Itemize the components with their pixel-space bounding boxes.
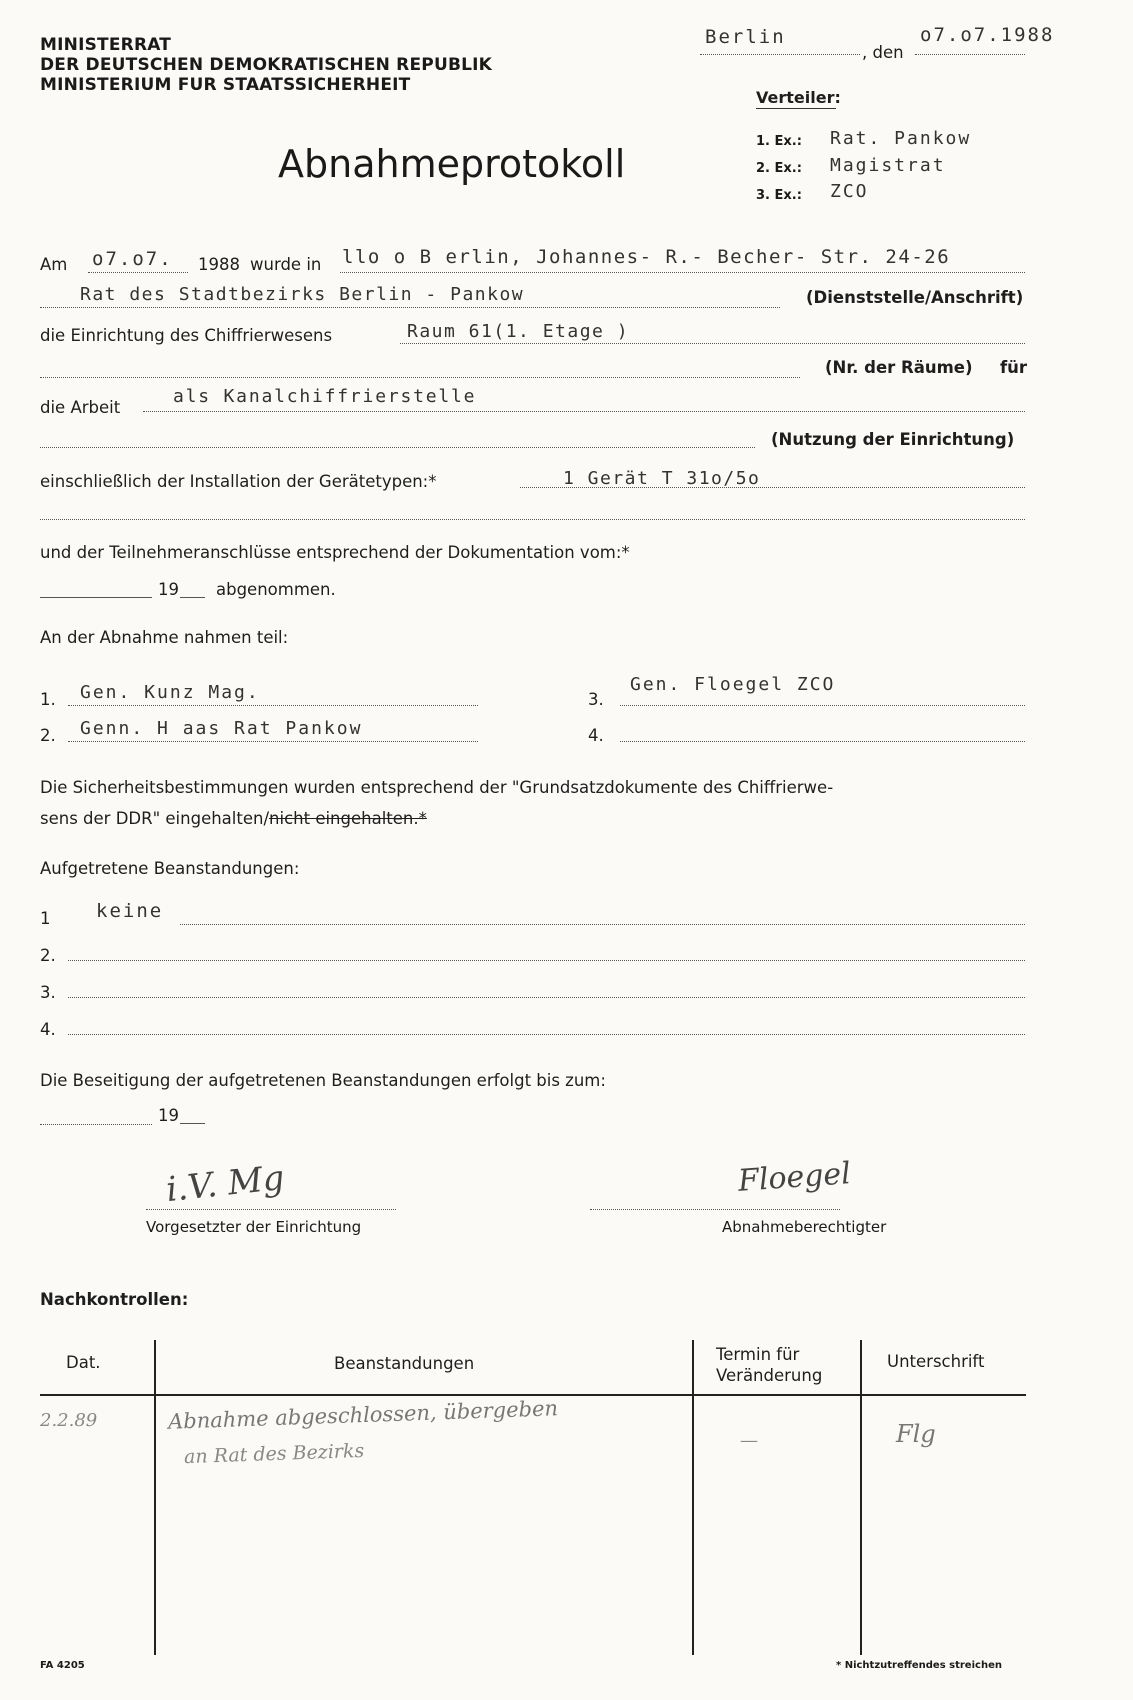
table-row-unterschrift: Flg xyxy=(896,1420,936,1448)
table-row-dat: 2.2.89 xyxy=(40,1410,98,1431)
den-label: , den xyxy=(862,43,904,62)
einrichtung-value: Raum 61(1. Etage ) xyxy=(407,321,630,342)
table-header-rule xyxy=(40,1394,1026,1396)
right-signature-label: Abnahmeberechtigter xyxy=(722,1218,887,1236)
right-signature-line xyxy=(590,1209,840,1210)
table-header-unterschrift: Unterschrift xyxy=(887,1352,985,1371)
participant-value-2: Genn. H aas Rat Pankow xyxy=(80,718,363,739)
dienststelle-line xyxy=(40,307,780,308)
beanstandung-num-3: 3. xyxy=(40,983,56,1002)
form-number: FA 4205 xyxy=(40,1660,85,1671)
table-header-termin: Termin für Veränderung xyxy=(716,1345,823,1385)
table-row-termin: — xyxy=(740,1430,758,1451)
table-row-beanstandungen-2: an Rat des Bezirks xyxy=(183,1439,365,1469)
beseitigung-year: 19 xyxy=(158,1106,179,1125)
verteiler-underline xyxy=(756,108,836,109)
install-line-2 xyxy=(40,519,1025,520)
nutzung-label: (Nutzung der Einrichtung) xyxy=(771,430,1015,449)
date-value: o7.o7.1988 xyxy=(920,24,1055,46)
am-date-line xyxy=(88,272,188,273)
table-divider-1 xyxy=(154,1340,156,1655)
table-divider-2 xyxy=(692,1340,694,1655)
beanstandungen-label: Aufgetretene Beanstandungen: xyxy=(40,859,300,878)
header-line-1: MINISTERRAT xyxy=(40,35,172,55)
participant-line-4 xyxy=(620,741,1025,742)
beseitigung-date-line xyxy=(40,1124,152,1125)
beanstandung-num-2: 2. xyxy=(40,946,56,965)
participant-num-2: 2. xyxy=(40,726,56,745)
sicherheit-line-2-b: nicht eingehalten.* xyxy=(269,809,427,828)
participant-value-1: Gen. Kunz Mag. xyxy=(80,682,260,703)
table-row-beanstandungen: Abnahme abgeschlossen, übergeben xyxy=(167,1396,559,1434)
header-line-3: MINISTERIUM FUR STAATSSICHERHEIT xyxy=(40,75,411,95)
beanstandung-line-2 xyxy=(68,960,1025,961)
participant-num-3: 3. xyxy=(588,690,604,709)
fuer-label: für xyxy=(1000,358,1028,377)
left-signature-label: Vorgesetzter der Einrichtung xyxy=(146,1218,362,1236)
arbeit-value: als Kanalchiffrierstelle xyxy=(173,386,477,407)
am-date: o7.o7. xyxy=(92,248,173,270)
einrichtung-label: die Einrichtung des Chiffrierwesens xyxy=(40,326,333,345)
raeume-line xyxy=(40,377,800,378)
date-line xyxy=(915,54,1025,55)
verteiler-value-1: Rat. Pankow xyxy=(830,128,972,149)
install-value: 1 Gerät T 31o/5o xyxy=(563,468,761,489)
teilnehmer-date-line xyxy=(40,597,152,598)
teilnehmer-year-line xyxy=(180,597,205,598)
footnote: * Nichtzutreffendes streichen xyxy=(836,1660,1002,1671)
participant-line-3 xyxy=(620,705,1025,706)
am-label: Am xyxy=(40,255,68,274)
verteiler-num-3: 3. Ex.: xyxy=(756,188,802,203)
address-value: llo o B erlin, Johannes- R.- Becher- Str. 24-26 xyxy=(342,246,951,268)
participant-line-2 xyxy=(68,741,478,742)
participant-value-3: Gen. Floegel ZCO xyxy=(630,674,836,695)
beanstandung-line-3 xyxy=(68,997,1025,998)
am-year: 1988 xyxy=(198,255,240,274)
verteiler-num-1: 1. Ex.: xyxy=(756,134,802,149)
beanstandung-value-1: keine xyxy=(96,900,164,922)
participant-line-1 xyxy=(68,705,478,706)
beanstandung-num-4: 4. xyxy=(40,1020,56,1039)
place-line xyxy=(700,54,860,55)
beseitigung-year-line xyxy=(180,1123,205,1124)
teilnehmer-year: 19 xyxy=(158,580,179,599)
verteiler-label: Verteiler: xyxy=(756,88,841,107)
address-line xyxy=(340,272,1025,273)
participants-label: An der Abnahme nahmen teil: xyxy=(40,628,289,647)
table-header-dat: Dat. xyxy=(66,1353,101,1372)
beanstandung-num-1: 1 xyxy=(40,909,51,928)
install-label: einschließlich der Installation der Gerätetypen:* xyxy=(40,472,437,491)
dienststelle-label: (Dienststelle/Anschrift) xyxy=(806,288,1024,307)
participant-num-4: 4. xyxy=(588,726,604,745)
table-header-beanstandungen: Beanstandungen xyxy=(334,1354,475,1373)
raeume-label: (Nr. der Räume) xyxy=(825,358,973,377)
teilnehmer-label: und der Teilnehmeranschlüsse entsprechend der Dokumentation vom:* xyxy=(40,543,630,562)
nachkontrollen-label: Nachkontrollen: xyxy=(40,1290,189,1309)
abgenommen-label: abgenommen. xyxy=(216,580,336,599)
sicherheit-line-1: Die Sicherheitsbestimmungen wurden entsprechend der "Grundsatzdokumente des Chiffrierwe- xyxy=(40,778,834,797)
sicherheit-line-2-a: sens der DDR" eingehalten/ xyxy=(40,809,270,828)
wurde-in-label: wurde in xyxy=(250,255,322,274)
dienststelle-value: Rat des Stadtbezirks Berlin - Pankow xyxy=(80,284,525,305)
einrichtung-line xyxy=(400,343,1025,344)
left-signature: i.V. Mg xyxy=(164,1157,287,1211)
verteiler-value-2: Magistrat xyxy=(830,155,946,176)
beseitigung-label: Die Beseitigung der aufgetretenen Beanstandungen erfolgt bis zum: xyxy=(40,1071,606,1090)
arbeit-line xyxy=(143,411,1025,412)
arbeit-label: die Arbeit xyxy=(40,398,121,417)
table-divider-3 xyxy=(860,1340,862,1655)
verteiler-value-3: ZCO xyxy=(830,181,869,202)
beanstandung-line-1 xyxy=(180,924,1025,925)
verteiler-num-2: 2. Ex.: xyxy=(756,161,802,176)
install-line xyxy=(520,487,1025,488)
header-line-2: DER DEUTSCHEN DEMOKRATISCHEN REPUBLIK xyxy=(40,55,493,75)
right-signature: Floegel xyxy=(736,1156,852,1199)
nutzung-line xyxy=(40,447,755,448)
sicherheit-line-2 xyxy=(40,809,427,828)
document-title: Abnahmeprotokoll xyxy=(278,142,626,186)
participant-num-1: 1. xyxy=(40,690,56,709)
beanstandung-line-4 xyxy=(68,1034,1025,1035)
place-value: Berlin xyxy=(705,26,786,48)
left-signature-line xyxy=(146,1209,396,1210)
